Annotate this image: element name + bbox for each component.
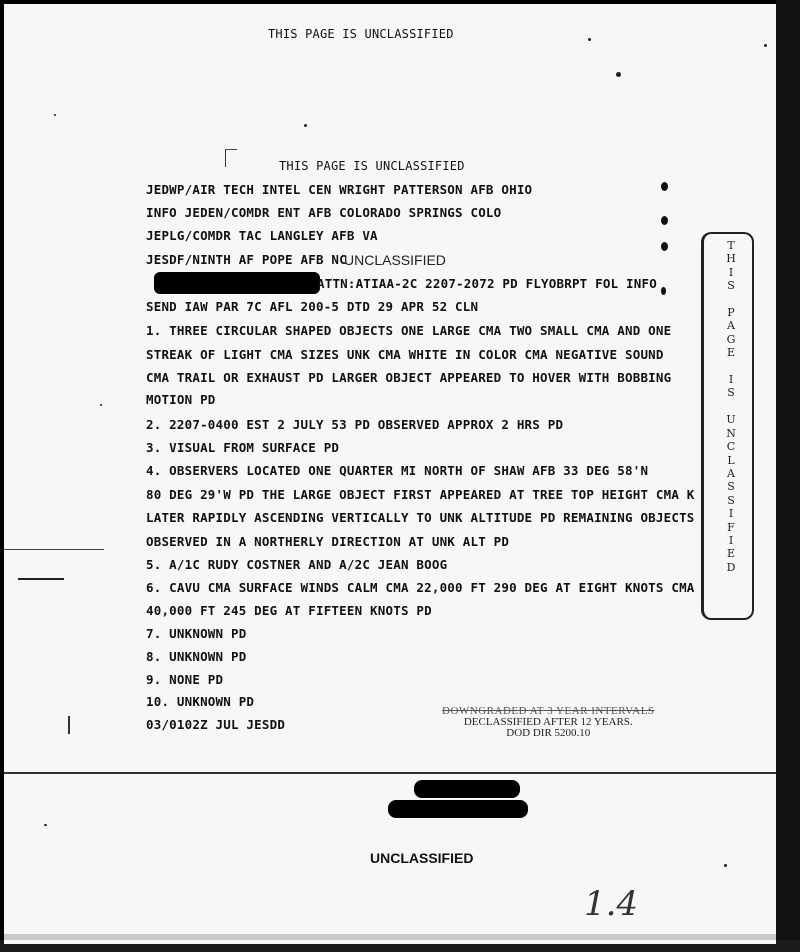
item-8-line: 8. UNKNOWN PD [146, 649, 247, 664]
speck [54, 114, 56, 116]
date-time-group: 03/0102Z JUL JESDD [146, 717, 286, 732]
speck [724, 864, 727, 867]
message-header: THIS PAGE IS UNCLASSIFIED [279, 159, 465, 173]
reference-line: SEND IAW PAR 7C AFL 200-5 DTD 29 APR 52 CLN [146, 299, 479, 314]
item-4-line-1: 4. OBSERVERS LOCATED ONE QUARTER MI NORTH OF SHAW AFB 33 DEG 58'N [146, 463, 649, 478]
unclassified-stamp: UNCLASSIFIED [344, 252, 446, 268]
item-4-line-3: LATER RAPIDLY ASCENDING VERTICALLY TO UNK ALTITUDE PD REMAINING OBJECTS [146, 510, 695, 525]
declassified-after-line: DECLASSIFIED AFTER 12 YEARS. [463, 716, 633, 728]
handwritten-page-mark: 1.4 [584, 884, 639, 924]
downgrade-line: DOWNGRADED AT 3 YEAR INTERVALS [442, 705, 655, 717]
page-fold-line [4, 772, 776, 774]
speck [44, 824, 47, 826]
redaction-bar [414, 780, 520, 798]
item-1-line-4: MOTION PD [146, 392, 216, 407]
speck [616, 72, 621, 77]
scan-line-left [4, 549, 104, 550]
punch-mark [661, 182, 668, 191]
page-header: THIS PAGE IS UNCLASSIFIED [268, 27, 454, 41]
item-2-line: 2. 2207-0400 EST 2 JULY 53 PD OBSERVED APPROX 2 HRS PD [146, 417, 564, 432]
item-4-line-2: 80 DEG 29'W PD THE LARGE OBJECT FIRST APPEARED AT TREE TOP HEIGHT CMA K [146, 487, 695, 502]
punch-mark [661, 216, 668, 225]
item-7-line: 7. UNKNOWN PD [146, 626, 247, 641]
routing-line-3: JEPLG/COMDR TAC LANGLEY AFB VA [146, 228, 378, 243]
item-10-line: 10. UNKNOWN PD [146, 694, 255, 709]
speck [100, 404, 102, 406]
declassification-stamp [442, 706, 655, 739]
speck [588, 38, 591, 41]
bracket-mark-top [225, 149, 237, 150]
item-5-line: 5. A/1C RUDY COSTNER AND A/2C JEAN BOOG [146, 557, 448, 572]
item-3-line: 3. VISUAL FROM SURFACE PD [146, 440, 340, 455]
scan-noise-bottom [4, 934, 776, 940]
routing-line-4: JESDF/NINTH AF POPE AFB NC [146, 252, 347, 267]
bracket-mark [225, 149, 226, 167]
scan-edge-right [776, 0, 800, 952]
routing-line-1: JEDWP/AIR TECH INTEL CEN WRIGHT PATTERSON AFB OHIO [146, 182, 533, 197]
redaction-bar [388, 800, 528, 818]
routing-line-2: INFO JEDEN/COMDR ENT AFB COLORADO SPRINGS COLO [146, 205, 502, 220]
paren-mark [68, 716, 70, 734]
bottom-classification-stamp: UNCLASSIFIED [370, 850, 474, 866]
item-1-line-2: STREAK OF LIGHT CMA SIZES UNK CMA WHITE IN COLOR CMA NEGATIVE SOUND [146, 347, 664, 362]
document-page [4, 4, 776, 944]
redaction-bar [154, 272, 320, 294]
scan-line-left-2 [18, 578, 64, 580]
punch-mark [661, 242, 668, 251]
item-6-line-1: 6. CAVU CMA SURFACE WINDS CALM CMA 22,000 FT 290 DEG AT EIGHT KNOTS CMA [146, 580, 695, 595]
speck [764, 44, 767, 47]
item-1-line-3: CMA TRAIL OR EXHAUST PD LARGER OBJECT APPEARED TO HOVER WITH BOBBING [146, 370, 672, 385]
item-4-line-4: OBSERVED IN A NORTHERLY DIRECTION AT UNK ALT PD [146, 534, 510, 549]
speck [304, 124, 307, 127]
item-9-line: 9. NONE PD [146, 672, 224, 687]
attn-line: ATTN:ATIAA-2C 2207-2072 PD FLYOBRPT FOL INFO [317, 276, 657, 291]
punch-mark [661, 287, 666, 295]
item-6-line-2: 40,000 FT 245 DEG AT FIFTEEN KNOTS PD [146, 603, 432, 618]
side-classification-text: T H I S P A G E I S U N C L A S S I F I E D [726, 239, 736, 574]
item-1-line-1: 1. THREE CIRCULAR SHAPED OBJECTS ONE LARGE CMA TWO SMALL CMA AND ONE [146, 323, 672, 338]
directive-line: DOD DIR 5200.10 [506, 727, 591, 739]
